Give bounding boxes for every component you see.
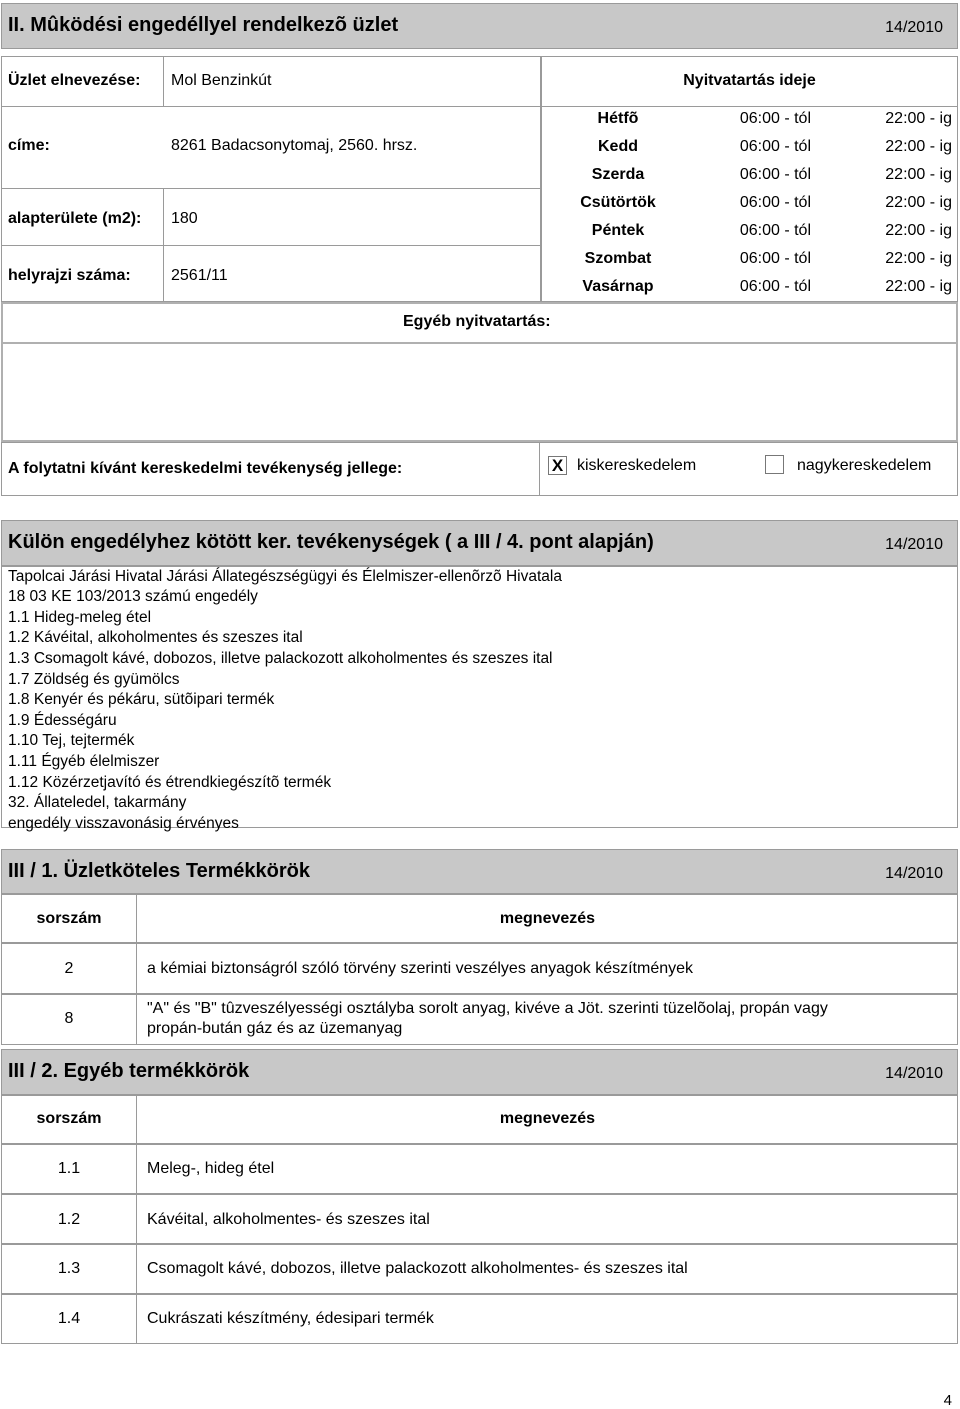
day-to: 22:00 - ig [885, 166, 952, 183]
separate-permit-header [1, 520, 958, 566]
other-col-name: megnevezés [499, 1110, 596, 1127]
separate-permit-date: 14/2010 [885, 536, 943, 553]
list-item: 1.2 Kávéital, alkoholmentes és szeszes ital [8, 629, 303, 646]
notify-date: 14/2010 [885, 865, 943, 882]
list-item: 1.9 Édességáru [8, 712, 117, 729]
list-item: 1.11 Égyéb élelmiszer [8, 753, 160, 770]
day-to: 22:00 - ig [885, 222, 952, 239]
row-number: 1.4 [57, 1310, 81, 1327]
wholesale-checkbox[interactable] [765, 455, 784, 474]
row-number: 2 [64, 960, 74, 977]
notify-header [1, 849, 958, 895]
separate-permit-title: Külön engedélyhez kötött ker. tevékenységek ( a III / 4. pont alapján) [8, 531, 654, 553]
retail-label: kiskereskedelem [577, 457, 697, 474]
day-from: 06:00 - tól [739, 110, 811, 127]
day-name: Vasárnap [582, 278, 654, 295]
list-item: 1.7 Zöldség és gyümölcs [8, 671, 180, 688]
row-text-continued: propán-bután gáz és az üzemanyag [147, 1020, 403, 1037]
list-item: 1.1 Hideg-meleg étel [8, 609, 152, 626]
list-item: 1.10 Tej, tejtermék [8, 732, 135, 749]
activity-label: A folytatni kívánt kereskedelmi tevékenység jellege: [8, 460, 403, 477]
day-to: 22:00 - ig [885, 138, 952, 155]
section-ii-title: II. Mûködési engedéllyel rendelkezõ üzlet [8, 14, 399, 36]
section-ii-header [1, 3, 958, 49]
row-text: Meleg-, hideg étel [147, 1160, 275, 1177]
table-row [1, 1294, 958, 1344]
store-area-label: alapterülete (m2): [8, 210, 142, 227]
day-from: 06:00 - tól [739, 194, 811, 211]
other-products-header [1, 1049, 958, 1095]
day-to: 22:00 - ig [885, 110, 952, 127]
row-number: 1.3 [57, 1260, 81, 1277]
store-name-label: Üzlet elnevezése: [8, 72, 141, 89]
list-item: engedély visszavonásig érvényes [8, 815, 239, 832]
row-text: a kémiai biztonságról szóló törvény szerinti veszélyes anyagok készítmények [147, 960, 694, 977]
table-row [1, 1194, 958, 1244]
other-products-date: 14/2010 [885, 1065, 943, 1082]
list-item: 1.8 Kenyér és pékáru, sütõipari termék [8, 691, 275, 708]
section-ii-date: 14/2010 [885, 19, 943, 36]
day-to: 22:00 - ig [885, 194, 952, 211]
row-text: Cukrászati készítmény, édesipari termék [147, 1310, 434, 1327]
row-number: 1.1 [57, 1160, 81, 1177]
row-number: 8 [64, 1010, 74, 1027]
day-to: 22:00 - ig [885, 250, 952, 267]
day-name: Csütörtök [580, 194, 656, 211]
row-text: Csomagolt kávé, dobozos, illetve palackozott alkoholmentes- és szeszes ital [147, 1260, 688, 1277]
list-item: 1.12 Közérzetjavító és étrendkiegészítõ termék [8, 774, 332, 791]
day-name: Szombat [584, 250, 652, 267]
day-name: Kedd [598, 138, 638, 155]
retail-checkbox[interactable]: X [548, 456, 567, 475]
store-name-value: Mol Benzinkút [171, 72, 272, 89]
list-item: 18 03 KE 103/2013 számú engedély [8, 588, 258, 605]
day-name: Szerda [591, 166, 645, 183]
store-parcel-label: helyrajzi száma: [8, 267, 131, 284]
store-address-label: címe: [8, 137, 50, 154]
list-item: Tapolcai Járási Hivatal Járási Állategészségügyi és Élelmiszer-ellenõrzõ Hivatala [8, 568, 562, 585]
day-from: 06:00 - tól [739, 138, 811, 155]
other-col-num: sorszám [36, 1110, 102, 1127]
store-area-value: 180 [171, 210, 198, 227]
store-address-value: 8261 Badacsonytomaj, 2560. hrsz. [171, 137, 418, 154]
day-name: Péntek [591, 222, 645, 239]
store-info-box [1, 56, 541, 302]
list-item: 1.3 Csomagolt kávé, dobozos, illetve palackozott alkoholmentes és szeszes ital [8, 650, 553, 667]
opening-hours-title: Nyitvatartás ideje [683, 72, 816, 89]
day-to: 22:00 - ig [885, 278, 952, 295]
row-text: "A" és "B" tûzveszélyességi osztályba sorolt anyag, kivéve a Jöt. szerinti tüzelõolaj, propán vagy [147, 1000, 828, 1017]
notify-col-num: sorszám [36, 910, 102, 927]
day-from: 06:00 - tól [739, 222, 811, 239]
day-from: 06:00 - tól [739, 166, 811, 183]
page-number: 4 [943, 1392, 952, 1409]
notify-title: III / 1. Üzletköteles Termékkörök [8, 860, 310, 882]
wholesale-label: nagykereskedelem [797, 457, 932, 474]
day-name: Hétfõ [597, 110, 639, 127]
notify-col-name: megnevezés [499, 910, 596, 927]
other-hours-label: Egyéb nyitvatartás: [403, 313, 551, 330]
row-text: Kávéital, alkoholmentes- és szeszes ital [147, 1211, 430, 1228]
list-item: 32. Állateledel, takarmány [8, 794, 187, 811]
table-row [1, 1144, 958, 1194]
other-products-title: III / 2. Egyéb termékkörök [8, 1060, 250, 1082]
row-number: 1.2 [57, 1211, 81, 1228]
store-parcel-value: 2561/11 [171, 267, 228, 284]
day-from: 06:00 - tól [739, 278, 811, 295]
day-from: 06:00 - tól [739, 250, 811, 267]
